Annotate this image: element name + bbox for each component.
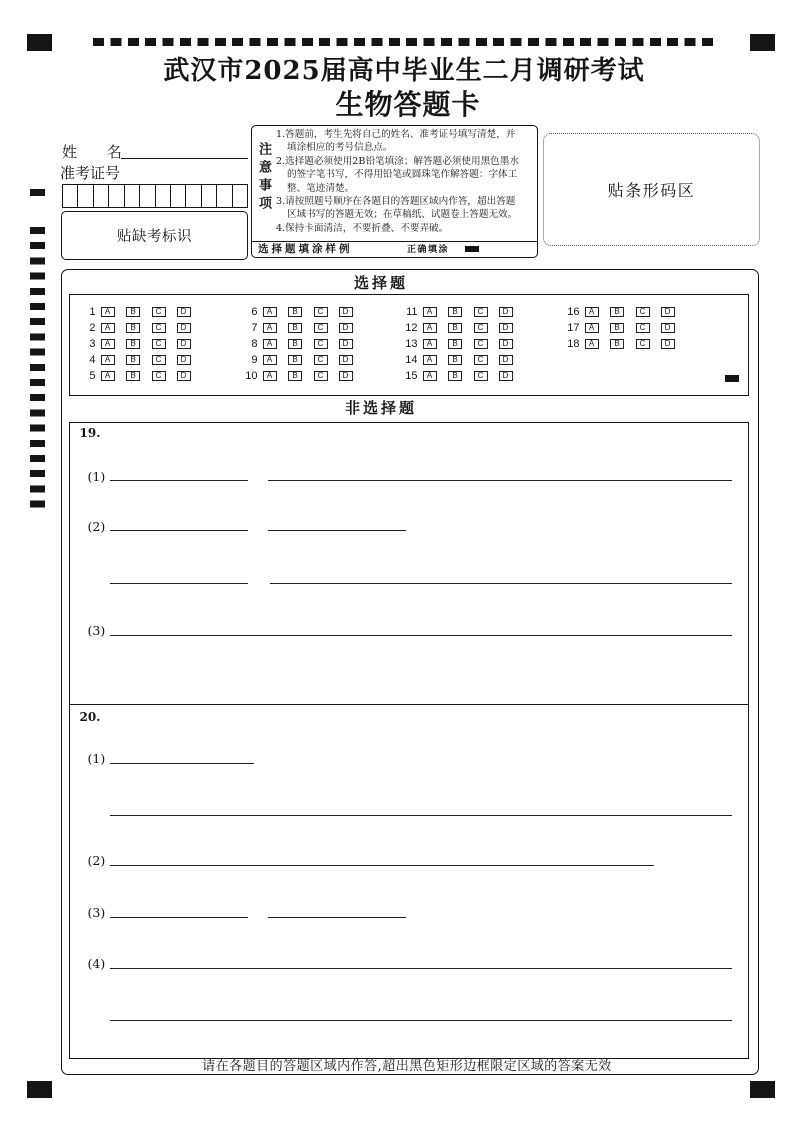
option-d-bubble[interactable]: D [499,371,513,381]
question-number: 18 [567,337,580,350]
q19-part-1-label: (1) [87,468,106,484]
option-a-bubble[interactable]: A [263,307,277,317]
question-number: 6 [251,305,258,318]
option-a-bubble[interactable]: A [263,339,277,349]
q19-part-2-answer-line[interactable] [110,583,248,584]
exam-number-cell[interactable] [78,185,93,207]
notes-panel [251,125,538,258]
option-d-bubble[interactable]: D [339,307,353,317]
question-number: 15 [405,369,418,382]
choice-question-14 [398,354,518,366]
q19-part-2-label: (2) [87,518,106,534]
choice-question-16 [560,306,680,318]
question-number: 10 [245,369,258,382]
timing-mark-bottom-left [27,1081,52,1098]
choice-question-5 [76,370,196,382]
option-a-bubble[interactable]: A [423,355,437,365]
notes-item-2-line-3: 整、笔迹清楚。 [287,182,355,194]
option-c-bubble[interactable]: C [314,355,328,365]
q19-part-1-answer-line[interactable] [110,480,248,481]
non-choice-section-heading: 非选择题 [344,399,417,417]
barcode-area[interactable] [543,133,760,246]
exam-number-grid [62,184,248,208]
question-number: 7 [251,321,258,334]
choice-question-17 [560,322,680,334]
option-c-bubble[interactable]: C [152,355,166,365]
option-c-bubble[interactable]: C [474,323,488,333]
exam-number-cell[interactable] [202,185,217,207]
choice-question-9 [238,354,358,366]
option-d-bubble[interactable]: D [177,323,191,333]
q20-part-1-label: (1) [87,750,106,766]
notes-list [276,128,519,235]
exam-number-cell[interactable] [125,185,140,207]
choice-question-6 [238,306,358,318]
question-number: 1 [89,305,96,318]
notes-item-3-line-2: 区域书写的答题无效；在草稿纸、试题卷上答题无效。 [287,209,518,221]
option-d-bubble[interactable]: D [177,339,191,349]
choice-timing-mark [725,375,739,382]
option-b-bubble[interactable]: B [126,339,140,349]
option-b-bubble[interactable]: B [288,307,302,317]
option-c-bubble[interactable]: C [152,339,166,349]
option-c-bubble[interactable]: C [474,307,488,317]
choice-question-4 [76,354,196,366]
correct-fill-label: 正确填涂 [407,245,450,255]
option-c-bubble[interactable]: C [474,339,488,349]
exam-number-cell[interactable] [94,185,109,207]
timing-mark-bottom-right [750,1081,775,1098]
option-c-bubble[interactable]: C [474,355,488,365]
option-d-bubble[interactable]: D [499,355,513,365]
option-a-bubble[interactable]: A [585,339,599,349]
notes-item-4-line-1: 4.保持卡面清洁，不要折叠、不要弄破。 [276,222,449,234]
exam-number-cell[interactable] [156,185,171,207]
q20-part-4-label: (4) [87,955,106,971]
question-number: 17 [567,321,580,334]
question-number: 9 [251,353,258,366]
option-b-bubble[interactable]: B [288,371,302,381]
option-d-bubble[interactable]: D [339,355,353,365]
option-a-bubble[interactable]: A [101,355,115,365]
notes-item-2-line-1: 2.选择题必须使用2B铅笔填涂；解答题必须使用黑色墨水 [276,155,519,167]
option-c-bubble[interactable]: C [636,323,650,333]
option-b-bubble[interactable]: B [610,339,624,349]
option-b-bubble[interactable]: B [610,307,624,317]
option-d-bubble[interactable]: D [499,307,513,317]
option-a-bubble[interactable]: A [585,323,599,333]
question-19-area [69,422,749,705]
q19-part-1-answer-line[interactable] [268,480,732,481]
question-number: 16 [567,305,580,318]
option-a-bubble[interactable]: A [263,323,277,333]
notes-item-1-line-1: 1.答题前，考生先将自己的姓名、准考证号填写清楚，并 [276,129,516,140]
option-a-bubble[interactable]: A [101,339,115,349]
option-c-bubble[interactable]: C [474,371,488,381]
option-d-bubble[interactable]: D [661,339,675,349]
choice-grid [69,294,749,396]
option-c-bubble[interactable]: C [314,307,328,317]
option-a-bubble[interactable]: A [263,371,277,381]
option-a-bubble[interactable]: A [263,355,277,365]
q19-part-3-label: (3) [87,622,106,638]
option-c-bubble[interactable]: C [314,339,328,349]
option-d-bubble[interactable]: D [661,323,675,333]
q19-part-2-answer-line[interactable] [268,530,406,531]
option-d-bubble[interactable]: D [661,307,675,317]
notes-item-1-line-2: 填涂相应的考号信息点。 [287,142,393,154]
absent-sticker-area[interactable] [61,211,248,260]
question-number: 5 [89,369,96,382]
option-d-bubble[interactable]: D [177,371,191,381]
choice-question-13 [398,338,518,350]
choice-question-1 [76,306,196,318]
option-d-bubble[interactable]: D [499,339,513,349]
option-a-bubble[interactable]: A [423,307,437,317]
option-b-bubble[interactable]: B [126,371,140,381]
option-c-bubble[interactable]: C [636,307,650,317]
question-number: 3 [89,337,96,350]
option-a-bubble[interactable]: A [585,307,599,317]
question-number: 8 [251,337,258,350]
q20-part-2-answer-line[interactable] [110,865,654,866]
option-a-bubble[interactable]: A [423,323,437,333]
option-d-bubble[interactable]: D [339,371,353,381]
q19-part-3-answer-line[interactable] [110,635,732,636]
q20-part-3-label: (3) [87,904,106,920]
question-number: 12 [405,321,418,334]
choice-question-12 [398,322,518,334]
option-b-bubble[interactable]: B [448,339,462,349]
option-b-bubble[interactable]: B [448,307,462,317]
option-b-bubble[interactable]: B [448,371,462,381]
option-b-bubble[interactable]: B [448,323,462,333]
exam-number-cell[interactable] [186,185,201,207]
exam-number-cell[interactable] [171,185,186,207]
option-b-bubble[interactable]: B [288,323,302,333]
choice-question-11 [398,306,518,318]
option-d-bubble[interactable]: D [339,323,353,333]
option-b-bubble[interactable]: B [448,355,462,365]
option-c-bubble[interactable]: C [152,371,166,381]
exam-number-cell[interactable] [63,185,78,207]
side-timing-strip [30,227,45,508]
top-timing-strip [93,38,719,46]
option-a-bubble[interactable]: A [423,339,437,349]
q20-part-2-label: (2) [87,852,106,868]
choice-section-heading: 选择题 [353,274,408,292]
exam-number-cell[interactable] [109,185,124,207]
absent-sticker-label: 贴缺考标识 [117,229,192,245]
option-a-bubble[interactable]: A [423,371,437,381]
option-d-bubble[interactable]: D [177,355,191,365]
option-c-bubble[interactable]: C [314,323,328,333]
correct-fill-mark [465,246,479,252]
notes-item-3-line-1: 3.请按照题号顺序在各题目的答题区域内作答，超出答题 [276,196,516,208]
q20-part-4-answer-line[interactable] [110,968,732,969]
option-b-bubble[interactable]: B [126,323,140,333]
q20-part-1-answer-line[interactable] [110,815,732,816]
question-number: 14 [405,353,418,366]
q20-part-3-answer-line[interactable] [268,917,406,918]
barcode-label: 贴条形码区 [607,181,696,200]
question-number: 11 [406,305,418,318]
option-b-bubble[interactable]: B [288,339,302,349]
option-b-bubble[interactable]: B [126,307,140,317]
name-field[interactable] [121,158,248,159]
timing-mark-top-right [750,34,775,51]
exam-number-cell[interactable] [217,185,232,207]
option-b-bubble[interactable]: B [126,355,140,365]
exam-title: 武汉市2025届高中毕业生二月调研考试 [163,56,645,86]
option-b-bubble[interactable]: B [288,355,302,365]
choice-question-15 [398,370,518,382]
q19-part-2-answer-line[interactable] [270,583,732,584]
q20-part-3-answer-line[interactable] [110,917,248,918]
choice-question-10 [238,370,358,382]
choice-question-8 [238,338,358,350]
choice-question-2 [76,322,196,334]
choice-question-18 [560,338,680,350]
option-d-bubble[interactable]: D [339,339,353,349]
q20-part-4-answer-line[interactable] [110,1020,732,1021]
option-c-bubble[interactable]: C [152,323,166,333]
option-a-bubble[interactable]: A [101,307,115,317]
option-c-bubble[interactable]: C [636,339,650,349]
question-number: 4 [89,353,96,366]
option-d-bubble[interactable]: D [499,323,513,333]
sheet-title: 生物答题卡 [335,88,481,121]
fill-sample-row [252,241,537,257]
timing-mark-top-left [27,34,52,51]
question-number: 2 [89,321,96,334]
name-label: 姓 名 [62,143,122,161]
option-c-bubble[interactable]: C [314,371,328,381]
choice-question-7 [238,322,358,334]
question-20-number: 20. [79,709,101,724]
question-19-number: 19. [79,425,101,440]
option-b-bubble[interactable]: B [610,323,624,333]
option-d-bubble[interactable]: D [177,307,191,317]
option-a-bubble[interactable]: A [101,371,115,381]
side-timing-mark [30,189,45,196]
exam-number-label: 准考证号 [60,164,121,182]
fill-sample-label: 选择题填涂样例 [258,243,353,255]
question-20-area [69,704,749,1059]
question-number: 13 [405,337,418,350]
exam-number-cell[interactable] [233,185,247,207]
footer-notice: 请在各题目的答题区域内作答,超出黑色矩形边框限定区域的答案无效 [202,1059,612,1074]
notes-item-2-line-2: 的签字笔书写，不得用铅笔或圆珠笔作解答题：字体工 [287,169,518,181]
option-a-bubble[interactable]: A [101,323,115,333]
option-c-bubble[interactable]: C [152,307,166,317]
choice-question-3 [76,338,196,350]
q20-part-1-answer-line[interactable] [110,763,254,764]
exam-number-cell[interactable] [140,185,155,207]
q19-part-2-answer-line[interactable] [110,530,248,531]
notes-heading: 注意事项 [256,142,271,214]
